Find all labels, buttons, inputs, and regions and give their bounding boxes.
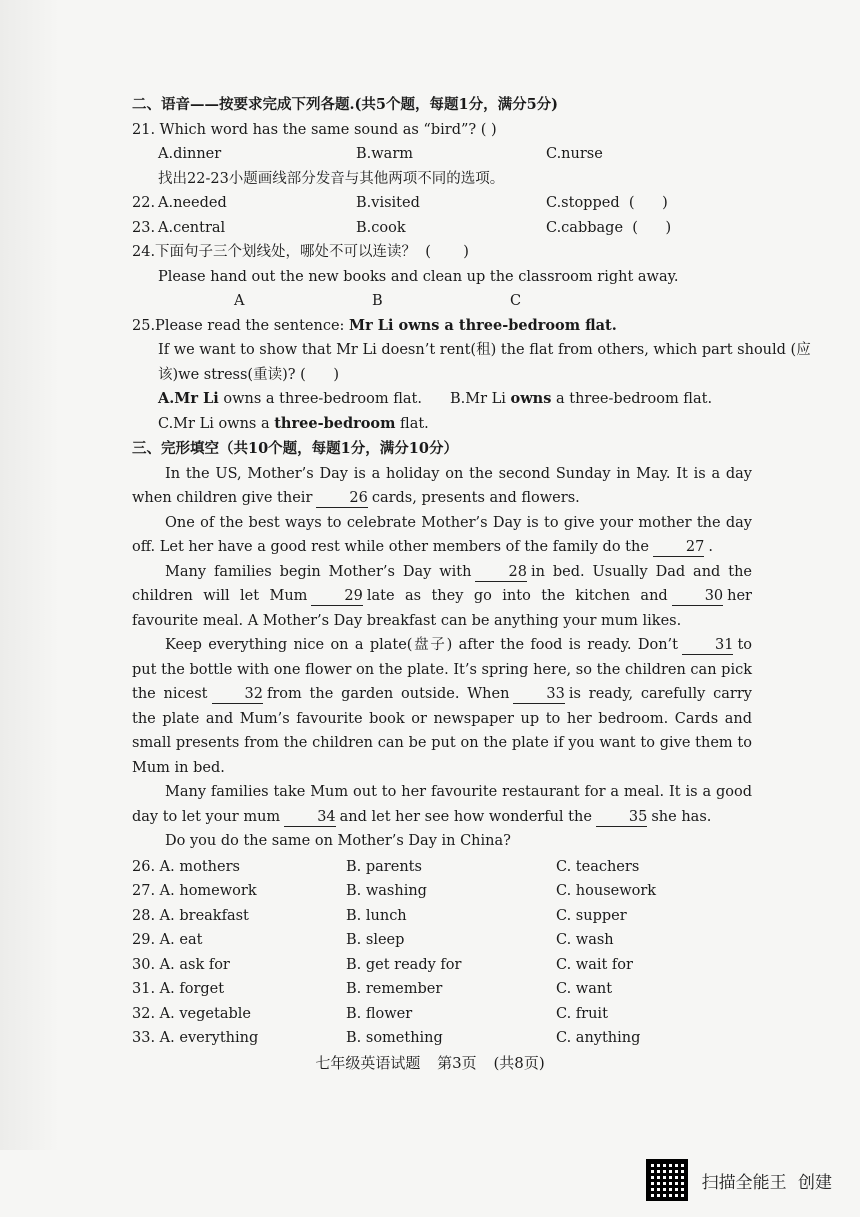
options-row-33 bbox=[132, 1026, 752, 1051]
options-row-26 bbox=[132, 855, 752, 880]
q23-option-c: C.cabbage ( ) bbox=[546, 219, 672, 236]
blank-31: 31 bbox=[682, 636, 733, 655]
blank-35: 35 bbox=[596, 808, 647, 827]
q25-stem: 25.Please read the sentence: Mr Li owns a three-bedroom flat. bbox=[132, 316, 617, 334]
option-33-a: 33. A. everything bbox=[132, 1030, 259, 1046]
q25-line2: If we want to show that Mr Li doesn’t rent(租) the flat from others, which part should (应 bbox=[158, 342, 811, 358]
option-26-a: 26. A. mothers bbox=[132, 858, 240, 875]
blank-26: 26 bbox=[316, 489, 367, 508]
option-26-c: C. teachers bbox=[556, 858, 640, 875]
option-31-c: C. want bbox=[556, 981, 613, 997]
q23-number: 23. bbox=[132, 219, 156, 236]
option-26-b: B. parents bbox=[346, 858, 422, 875]
footer-page: 第3页 bbox=[437, 1054, 477, 1072]
option-27-b: B. washing bbox=[346, 883, 427, 899]
scanner-watermark bbox=[646, 1159, 832, 1201]
passage-paragraph-1: In the US, Mother’s Day is a holiday on the second Sunday in May. It is a day when children give their 26 cards, presents and flowers. bbox=[132, 465, 752, 506]
option-30-b: B. get ready for bbox=[346, 956, 462, 973]
options-row-27 bbox=[132, 879, 752, 904]
blank-27: 27 bbox=[653, 538, 704, 557]
q24-stem: 24.下面句子三个划线处，哪处不可以连读？ ( ) bbox=[132, 244, 469, 260]
passage-paragraph-5: Many families take Mum out to her favourite restaurant for a meal. It is a good day to let your mum 34 and let her see how wonderful the 35 she has. bbox=[132, 784, 752, 825]
cloze-options bbox=[132, 855, 752, 1051]
q21-options bbox=[132, 142, 752, 167]
blank-34: 34 bbox=[284, 808, 335, 827]
blank-32: 32 bbox=[212, 685, 263, 704]
section2-heading: 二、语音——按要求完成下列各题.(共5个题，每题1分，满分5分) bbox=[132, 96, 559, 113]
option-29-b: B. sleep bbox=[346, 932, 405, 948]
q22-row bbox=[132, 191, 752, 216]
option-33-b: B. something bbox=[346, 1030, 443, 1046]
option-32-c: C. fruit bbox=[556, 1005, 608, 1022]
options-row-32 bbox=[132, 1002, 752, 1027]
option-33-c: C. anything bbox=[556, 1030, 641, 1046]
option-30-c: C. wait for bbox=[556, 956, 633, 973]
scanner-app-name: 扫描全能王 bbox=[701, 1172, 787, 1193]
q21-option-c: C.nurse bbox=[546, 146, 603, 162]
q22-option-a: A.needed bbox=[158, 195, 227, 211]
footer-title: 七年级英语试题 bbox=[315, 1054, 421, 1072]
option-31-a: 31. A. forget bbox=[132, 981, 225, 997]
blank-29: 29 bbox=[311, 587, 362, 606]
q22-number: 22. bbox=[132, 195, 156, 211]
option-27-c: C. housework bbox=[556, 883, 657, 899]
q23-option-a: A.central bbox=[158, 219, 226, 236]
passage-paragraph-2: One of the best ways to celebrate Mother’s Day is to give your mother the day off. Let her have a good rest while other members of the family do the 27 . bbox=[132, 514, 752, 555]
q22-option-c: C.stopped ( ) bbox=[546, 195, 668, 211]
options-row-29 bbox=[132, 928, 752, 953]
blank-28: 28 bbox=[475, 563, 526, 582]
page-footer bbox=[0, 1052, 860, 1073]
option-28-b: B. lunch bbox=[346, 907, 407, 924]
passage-paragraph-3: Many families begin Mother’s Day with 28 in bed. Usually Dad and the children will let Mum 29 late as they go into the kitchen and 30 her favourite meal. A Mother’s Day breakfast can be anything your mum likes. bbox=[132, 563, 752, 629]
q22-option-b: B.visited bbox=[356, 195, 420, 211]
option-28-c: C. supper bbox=[556, 907, 627, 924]
footer-total: (共8页) bbox=[493, 1054, 545, 1072]
q25-option-b: B.Mr Li owns a three-bedroom flat. bbox=[450, 390, 713, 407]
option-29-a: 29. A. eat bbox=[132, 932, 203, 948]
q24-label-c: C bbox=[510, 293, 522, 309]
q22-23-instruction: 找出22-23小题画线部分发音与其他两项不同的选项。 bbox=[158, 170, 505, 187]
q23-row bbox=[132, 216, 752, 241]
options-row-28 bbox=[132, 904, 752, 929]
q25-option-a: A.Mr Li owns a three-bedroom flat. bbox=[158, 390, 422, 407]
options-row-30 bbox=[132, 953, 752, 978]
q21-option-a: A.dinner bbox=[158, 146, 222, 162]
q24-sentence: Please hand out the new books and clean up the classroom right away. bbox=[158, 268, 679, 285]
blank-33: 33 bbox=[513, 685, 564, 704]
q24-label-b: B bbox=[372, 293, 383, 309]
passage-paragraph-6: Do you do the same on Mother’s Day in China? bbox=[165, 833, 511, 849]
q24-label-a: A bbox=[234, 293, 245, 309]
option-32-a: 32. A. vegetable bbox=[132, 1005, 251, 1022]
q23-option-b: B.cook bbox=[356, 219, 406, 236]
option-27-a: 27. A. homework bbox=[132, 883, 257, 899]
option-32-b: B. flower bbox=[346, 1005, 413, 1022]
section3-heading: 三、完形填空（共10个题，每题1分，满分10分） bbox=[132, 440, 458, 457]
q24-labels bbox=[132, 289, 752, 314]
q21-option-b: B.warm bbox=[356, 146, 414, 162]
q25-options-ab bbox=[132, 387, 752, 412]
option-29-c: C. wash bbox=[556, 932, 614, 948]
option-28-a: 28. A. breakfast bbox=[132, 907, 249, 924]
option-30-a: 30. A. ask for bbox=[132, 956, 230, 973]
blank-30: 30 bbox=[672, 587, 723, 606]
q25-option-c: C.Mr Li owns a three-bedroom flat. bbox=[158, 414, 429, 432]
qr-code-icon bbox=[646, 1159, 688, 1201]
q21-stem: 21. Which word has the same sound as “bird”? ( ) bbox=[132, 121, 497, 138]
scanner-action: 创建 bbox=[798, 1172, 832, 1193]
page-shadow bbox=[0, 0, 60, 1150]
exam-content bbox=[132, 92, 811, 1051]
options-row-31 bbox=[132, 977, 752, 1002]
option-31-b: B. remember bbox=[346, 981, 443, 997]
q25-line3: 该)we stress(重读)? ( ) bbox=[158, 366, 340, 383]
passage-paragraph-4: Keep everything nice on a plate(盘子) after the food is ready. Don’t 31 to put the bottle with one flower on the plate. It’s spring here, so the children can pick the nicest 32 from the garden outside. When 33 is ready, carefully carry the plate and Mum’s favourite book or newspaper up to her bedroom. Cards and small presents from the children can be put on the plate if you want to give them to Mum in bed. bbox=[132, 637, 752, 776]
